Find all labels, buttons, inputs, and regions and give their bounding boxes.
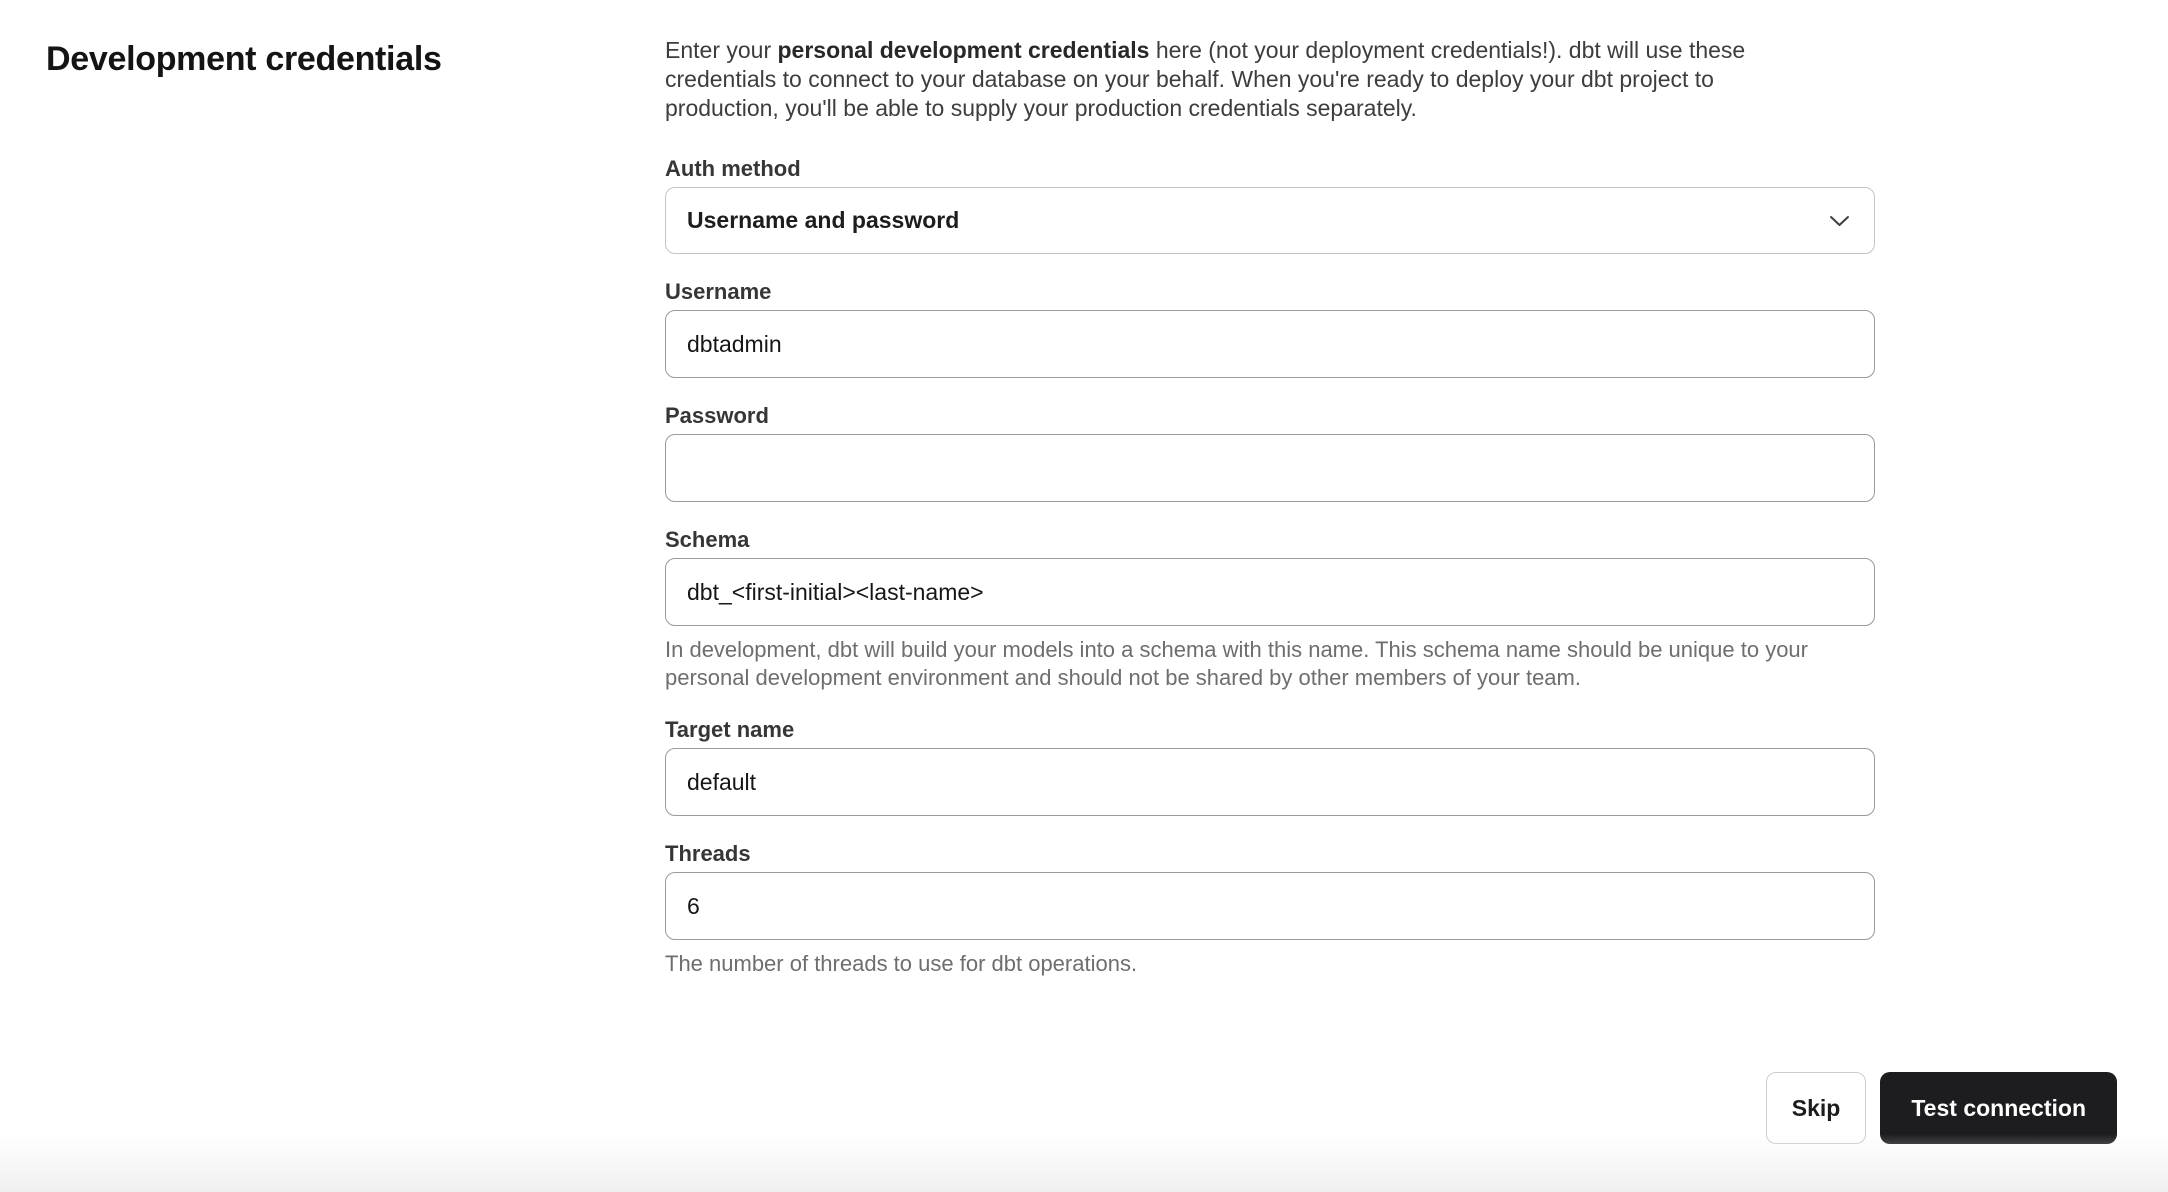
username-field-group [665, 279, 1875, 378]
schema-field-group [665, 527, 1875, 692]
intro-line-1: Enter your personal development credentials here (not your deployment credentials!). dbt will use these [665, 37, 1746, 63]
username-input[interactable] [665, 310, 1875, 378]
skip-button[interactable]: Skip [1766, 1072, 1867, 1144]
intro-bold-segment: personal development credentials [777, 37, 1150, 63]
auth-method-selected-value: Username and password [687, 207, 960, 233]
password-field-group [665, 403, 1875, 502]
threads-input[interactable] [665, 872, 1875, 940]
auth-method-label: Auth method [665, 156, 801, 181]
username-label: Username [665, 279, 772, 304]
test-connection-button[interactable]: Test connection [1880, 1072, 2117, 1144]
target-name-field-group [665, 717, 1875, 816]
threads-field-group [665, 841, 1875, 978]
password-label: Password [665, 403, 769, 428]
password-input[interactable] [665, 434, 1875, 502]
schema-label: Schema [665, 527, 750, 552]
intro-line-3: production, you'll be able to supply your production credentials separately. [665, 95, 1417, 121]
action-bar [1766, 1072, 2117, 1144]
schema-helper-text: In development, dbt will build your models into a schema with this name. This schema name should be unique to your personal development environment and should not be shared by other members of your team. [665, 637, 1808, 690]
intro-line-2: credentials to connect to your database on your behalf. When you're ready to deploy your dbt project to [665, 66, 1714, 92]
target-name-label: Target name [665, 717, 795, 742]
auth-method-select[interactable] [665, 187, 1875, 254]
chevron-down-icon [1829, 215, 1850, 227]
threads-label: Threads [665, 841, 751, 866]
target-name-input[interactable] [665, 748, 1875, 816]
credentials-form [665, 36, 1875, 1003]
schema-input[interactable] [665, 558, 1875, 626]
page-title: Development credentials [46, 40, 442, 78]
intro-text [665, 36, 1875, 123]
threads-helper-text: The number of threads to use for dbt operations. [665, 951, 1138, 976]
auth-method-field [665, 156, 1875, 254]
